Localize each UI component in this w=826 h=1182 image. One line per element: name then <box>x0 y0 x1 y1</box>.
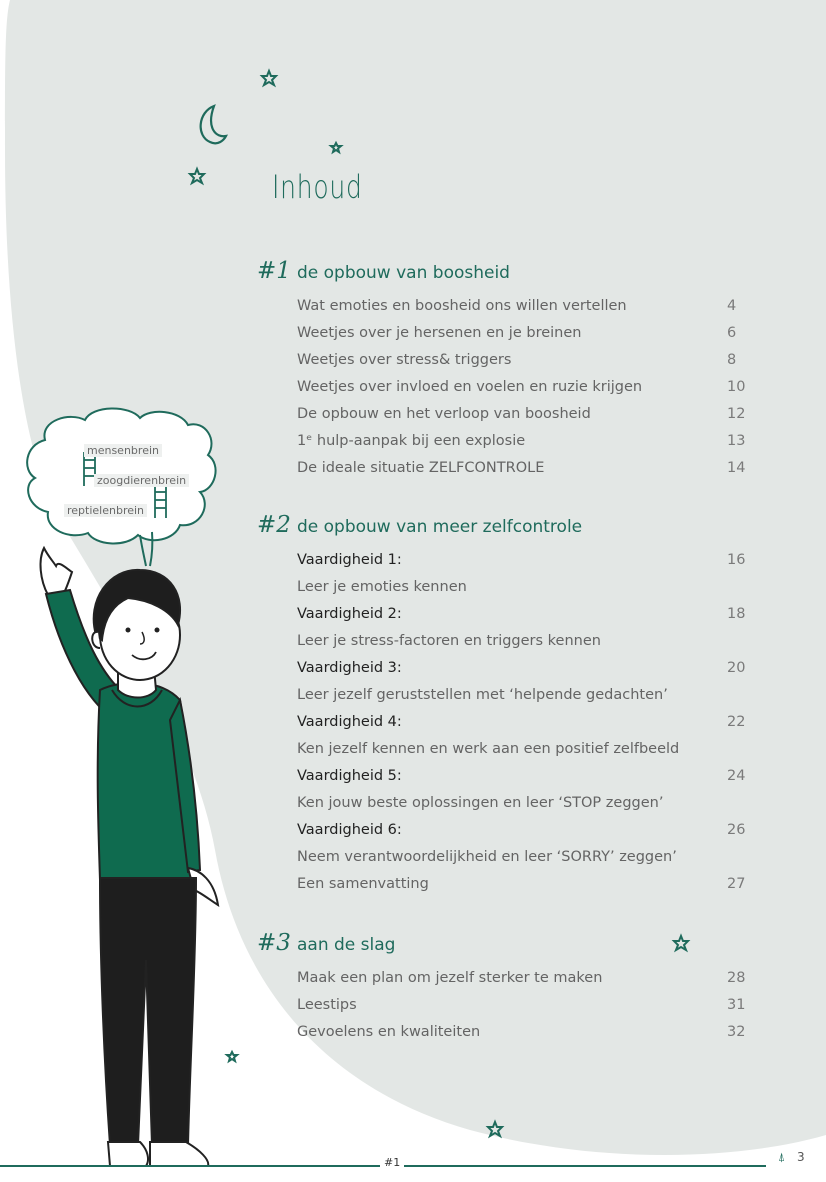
tree-icon: ⍋ <box>778 1150 786 1164</box>
toc-label: Vaardigheid 2: <box>297 606 402 622</box>
toc-label: Leer jezelf geruststellen met ‘helpende gedachten’ <box>297 687 668 703</box>
section-title: aan de slag <box>297 935 396 955</box>
section-number: #2 <box>257 512 291 538</box>
bubble-label-top: mensenbrein <box>84 444 162 457</box>
toc-row[interactable] <box>297 379 747 395</box>
section-heading <box>257 512 582 538</box>
toc-page: 10 <box>727 379 746 395</box>
toc-label: Vaardigheid 3: <box>297 660 402 676</box>
toc-row[interactable] <box>297 795 747 811</box>
toc-row[interactable] <box>297 822 747 838</box>
toc-label: Weetjes over stress& triggers <box>297 352 512 368</box>
toc-row[interactable] <box>297 997 747 1013</box>
section-number: #1 <box>257 258 291 284</box>
toc-label: Weetjes over invloed en voelen en ruzie krijgen <box>297 379 643 395</box>
footer-rule <box>0 1165 380 1167</box>
bubble-label-bottom: reptielenbrein <box>64 504 147 517</box>
toc-label: Maak een plan om jezelf sterker te maken <box>297 970 603 986</box>
toc-row[interactable] <box>297 579 747 595</box>
toc-page <box>727 741 747 757</box>
section-number: #3 <box>257 930 291 956</box>
section-heading <box>257 930 395 956</box>
toc-label: Vaardigheid 6: <box>297 822 402 838</box>
toc-row[interactable] <box>297 660 747 676</box>
toc-page <box>727 687 747 703</box>
toc-label: Een samenvatting <box>297 876 429 892</box>
side-mark-number: 3 <box>797 1150 805 1164</box>
toc-page <box>727 849 747 865</box>
toc-page: 16 <box>727 552 746 568</box>
toc-label: Vaardigheid 4: <box>297 714 402 730</box>
toc-label: Weetjes over je hersenen en je breinen <box>297 325 582 341</box>
toc-page <box>727 795 747 811</box>
section-heading <box>257 258 510 284</box>
toc-label: Neem verantwoordelijkheid en leer ‘SORRY’ zeggen’ <box>297 849 677 865</box>
toc-label: Gevoelens en kwaliteiten <box>297 1024 481 1040</box>
toc-label: Leer je emoties kennen <box>297 579 467 595</box>
toc-row[interactable] <box>297 741 747 757</box>
footer-side-mark <box>778 1150 805 1165</box>
toc-row[interactable] <box>297 552 747 568</box>
toc-label: Ken jouw beste oplossingen en leer ‘STOP zeggen’ <box>297 795 664 811</box>
toc-label: De ideale situatie ZELFCONTROLE <box>297 460 545 476</box>
toc-page: 28 <box>727 970 746 986</box>
toc-page <box>727 579 747 595</box>
bubble-label-middle: zoogdierenbrein <box>94 474 189 487</box>
page-title: Inhoud <box>272 168 363 206</box>
toc-page: 26 <box>727 822 746 838</box>
toc-row[interactable] <box>297 768 747 784</box>
toc-page: 18 <box>727 606 746 622</box>
toc-row[interactable] <box>297 714 747 730</box>
toc-row[interactable] <box>297 433 747 449</box>
toc-row[interactable] <box>297 606 747 622</box>
toc-page: 32 <box>727 1024 746 1040</box>
toc-page: 4 <box>727 298 737 314</box>
toc-label: Leestips <box>297 997 357 1013</box>
toc-label: Ken jezelf kennen en werk aan een positief zelfbeeld <box>297 741 680 757</box>
toc-row[interactable] <box>297 687 747 703</box>
toc-page <box>727 633 747 649</box>
toc-label: Leer je stress-factoren en triggers kennen <box>297 633 601 649</box>
toc-row[interactable] <box>297 1024 747 1040</box>
toc-row[interactable] <box>297 298 747 314</box>
toc-label: De opbouw en het verloop van boosheid <box>297 406 591 422</box>
toc-label: Wat emoties en boosheid ons willen vertellen <box>297 298 627 314</box>
toc-page: 13 <box>727 433 746 449</box>
toc-row[interactable] <box>297 460 747 476</box>
toc-page: 20 <box>727 660 746 676</box>
toc-row[interactable] <box>297 406 747 422</box>
toc-row[interactable] <box>297 849 747 865</box>
footer-page-number: #1 <box>384 1156 401 1169</box>
section-title: de opbouw van boosheid <box>297 263 510 283</box>
section-title: de opbouw van meer zelfcontrole <box>297 517 583 537</box>
toc-row[interactable] <box>297 970 747 986</box>
toc-row[interactable] <box>297 352 747 368</box>
toc-page: 27 <box>727 876 746 892</box>
toc-page: 8 <box>727 352 737 368</box>
toc-page: 6 <box>727 325 737 341</box>
toc-row[interactable] <box>297 876 747 892</box>
toc-page: 22 <box>727 714 746 730</box>
footer-rule <box>404 1165 766 1167</box>
toc-label: Vaardigheid 5: <box>297 768 402 784</box>
toc-row[interactable] <box>297 633 747 649</box>
toc-label: 1ᵉ hulp-aanpak bij een explosie <box>297 433 526 449</box>
toc-row[interactable] <box>297 325 747 341</box>
toc-page: 14 <box>727 460 746 476</box>
toc-page: 12 <box>727 406 746 422</box>
toc-label: Vaardigheid 1: <box>297 552 402 568</box>
toc-page: 24 <box>727 768 746 784</box>
toc-page: 31 <box>727 997 746 1013</box>
